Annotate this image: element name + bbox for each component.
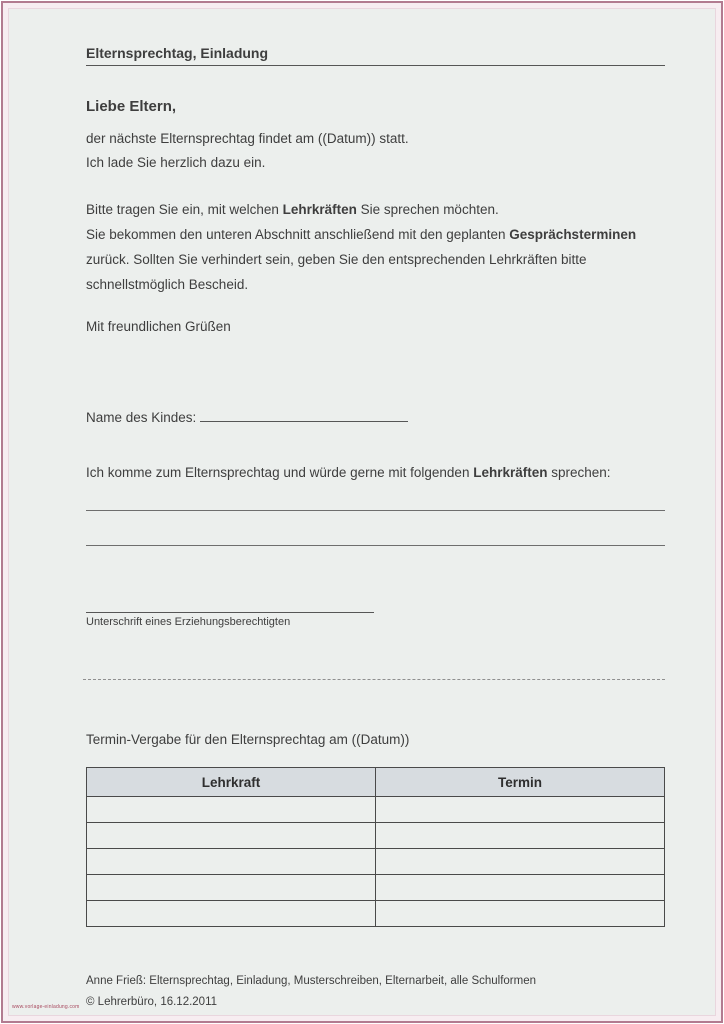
attend-bold-lehrkraeften: Lehrkräften bbox=[473, 465, 548, 480]
table-cell bbox=[376, 849, 665, 875]
dashed-cut-line bbox=[83, 679, 665, 680]
table-cell bbox=[87, 797, 376, 823]
request-bold-gespraechsterminen: Gesprächsterminen bbox=[509, 227, 637, 242]
table-header-row bbox=[87, 768, 665, 797]
table-cell bbox=[376, 875, 665, 901]
document-title: Elternsprechtag, Einladung bbox=[86, 45, 665, 66]
slip-title: Termin-Vergabe für den Elternsprechtag am ((Datum)) bbox=[86, 732, 410, 747]
request-text: Sie bekommen den unteren Abschnitt anschließend mit den geplanten bbox=[86, 227, 510, 242]
pink-frame bbox=[1, 1, 723, 1023]
table-cell bbox=[87, 875, 376, 901]
footer-credits bbox=[86, 971, 665, 1013]
intro-paragraph bbox=[86, 127, 665, 175]
request-text: Bitte tragen Sie ein, mit welchen bbox=[86, 202, 283, 217]
table-header-termin: Termin bbox=[376, 768, 665, 797]
salutation: Liebe Eltern, bbox=[86, 98, 177, 115]
intro-line-2: Ich lade Sie herzlich dazu ein. bbox=[86, 155, 266, 170]
signature-line bbox=[86, 612, 374, 613]
request-text: Sie sprechen möchten. bbox=[356, 202, 499, 217]
termin-table-body bbox=[87, 797, 665, 927]
table-row bbox=[87, 823, 665, 849]
termin-table bbox=[86, 767, 665, 927]
child-name-blank-line bbox=[200, 408, 408, 422]
attend-text: Ich komme zum Elternsprechtag und würde gerne mit folgenden bbox=[86, 465, 474, 480]
teacher-blank-line-2 bbox=[86, 511, 665, 546]
request-text: zurück. Sollten Sie verhindert sein, geben Sie den entsprechenden Lehrkräften bitte schnellstmöglich Bescheid. bbox=[86, 252, 587, 292]
table-cell bbox=[87, 849, 376, 875]
document-content bbox=[9, 45, 715, 1013]
teacher-blank-line-1 bbox=[86, 483, 665, 511]
table-row bbox=[87, 901, 665, 927]
table-row bbox=[87, 875, 665, 901]
footer-line-1: Anne Frieß: Elternsprechtag, Einladung, Musterschreiben, Elternarbeit, alle Schulformen bbox=[86, 975, 537, 987]
table-cell bbox=[376, 823, 665, 849]
intro-line-1: der nächste Elternsprechtag findet am ((Datum)) statt. bbox=[86, 131, 409, 146]
attend-sentence bbox=[86, 463, 665, 483]
table-cell bbox=[376, 901, 665, 927]
footer-line-2: © Lehrerbüro, 16.12.2011 bbox=[86, 996, 218, 1008]
request-bold-lehrkraeften: Lehrkräften bbox=[282, 202, 357, 217]
table-cell bbox=[87, 823, 376, 849]
closing-greeting: Mit freundlichen Grüßen bbox=[86, 319, 231, 334]
table-header-lehrkraft: Lehrkraft bbox=[87, 768, 376, 797]
table-cell bbox=[376, 797, 665, 823]
signature-caption: Unterschrift eines Erziehungsberechtigten bbox=[86, 616, 291, 628]
child-name-label: Name des Kindes: bbox=[86, 410, 197, 425]
termin-table-head bbox=[87, 768, 665, 797]
child-name-row bbox=[86, 408, 665, 428]
table-cell bbox=[87, 901, 376, 927]
table-row bbox=[87, 849, 665, 875]
watermark-text: www.vorlage-einladung.com bbox=[12, 1004, 80, 1010]
request-paragraph bbox=[86, 197, 665, 297]
document-page bbox=[8, 8, 716, 1016]
table-row bbox=[87, 797, 665, 823]
attend-text: sprechen: bbox=[547, 465, 611, 480]
